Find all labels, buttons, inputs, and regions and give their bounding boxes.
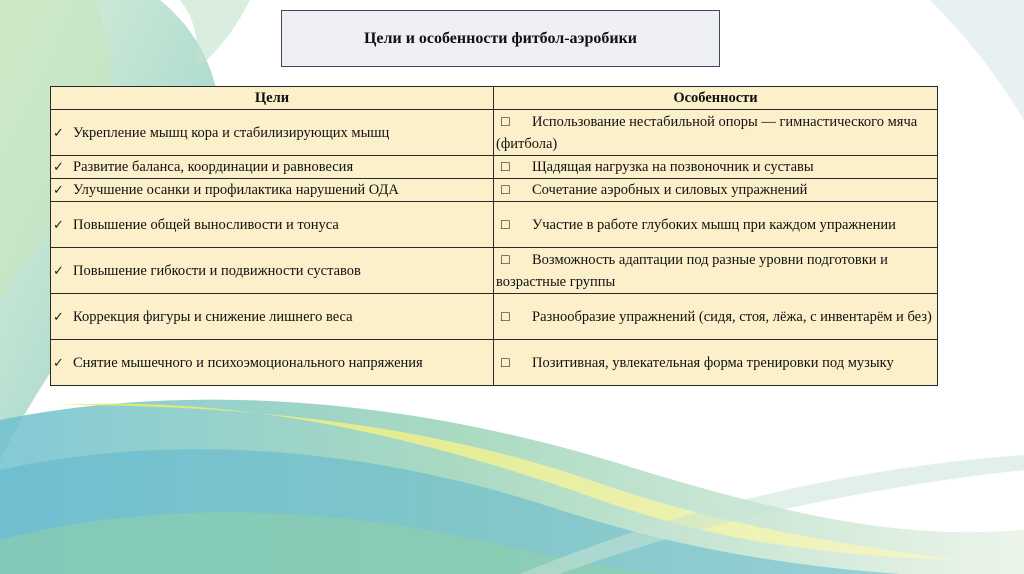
table-row xyxy=(51,340,938,386)
table-row xyxy=(51,156,938,179)
goal-text: Повышение общей выносливости и тонуса xyxy=(73,216,339,233)
table-header-row xyxy=(51,87,938,110)
goal-cell xyxy=(51,156,494,179)
feature-cell xyxy=(494,179,938,202)
feature-cell xyxy=(494,156,938,179)
goals-features-table xyxy=(50,86,938,386)
feature-text: Щадящая нагрузка на позвоночник и суставы xyxy=(532,159,814,175)
checkmark-icon: ✓ xyxy=(53,124,64,140)
table-row xyxy=(51,110,938,156)
header-goals: Цели xyxy=(51,87,494,110)
checkmark-icon: ✓ xyxy=(53,354,64,370)
feature-text: Разнообразие упражнений (сидя, стоя, лёжа, с инвентарём и без) xyxy=(532,308,932,325)
feature-text: Возможность адаптации под разные уровни подготовки и возрастные группы xyxy=(496,251,888,290)
goal-text: Развитие баланса, координации и равновесия xyxy=(73,159,354,175)
checkmark-icon: ✓ xyxy=(53,159,64,174)
goal-text: Повышение гибкости и подвижности суставов xyxy=(73,262,361,279)
feature-text: Участие в работе глубоких мышц при каждом упражнении xyxy=(532,216,896,233)
table-row xyxy=(51,202,938,248)
goal-cell xyxy=(51,294,494,340)
title-box xyxy=(281,10,720,67)
square-bullet-icon: ☐ xyxy=(500,183,511,197)
goal-cell xyxy=(51,248,494,294)
feature-cell xyxy=(494,110,938,156)
square-bullet-icon: ☐ xyxy=(500,309,511,324)
table-row xyxy=(51,248,938,294)
goal-text: Снятие мышечного и психоэмоционального напряжения xyxy=(73,354,423,371)
feature-text: Использование нестабильной опоры — гимнастического мяча (фитбола) xyxy=(496,113,918,152)
goal-cell xyxy=(51,340,494,386)
feature-cell xyxy=(494,248,938,294)
table-row xyxy=(51,294,938,340)
header-features: Особенности xyxy=(494,87,938,110)
goal-cell xyxy=(51,110,494,156)
goal-cell xyxy=(51,202,494,248)
checkmark-icon: ✓ xyxy=(53,182,64,197)
checkmark-icon: ✓ xyxy=(53,262,64,278)
square-bullet-icon: ☐ xyxy=(500,160,511,174)
square-bullet-icon: ☐ xyxy=(500,355,511,370)
feature-cell xyxy=(494,202,938,248)
goal-cell xyxy=(51,179,494,202)
checkmark-icon: ✓ xyxy=(53,308,64,324)
goal-text: Улучшение осанки и профилактика нарушений ОДА xyxy=(73,182,399,198)
square-bullet-icon: ☐ xyxy=(500,217,511,232)
feature-cell xyxy=(494,340,938,386)
square-bullet-icon: ☐ xyxy=(500,114,511,129)
square-bullet-icon: ☐ xyxy=(500,252,511,267)
feature-text: Позитивная, увлекательная форма тренировки под музыку xyxy=(532,354,894,371)
table-row xyxy=(51,179,938,202)
goal-text: Укрепление мышц кора и стабилизирующих мышц xyxy=(73,124,390,141)
goal-text: Коррекция фигуры и снижение лишнего веса xyxy=(73,308,353,325)
page-title: Цели и особенности фитбол-аэробики xyxy=(363,29,638,47)
checkmark-icon: ✓ xyxy=(53,216,64,232)
feature-text: Сочетание аэробных и силовых упражнений xyxy=(532,182,808,198)
feature-cell xyxy=(494,294,938,340)
